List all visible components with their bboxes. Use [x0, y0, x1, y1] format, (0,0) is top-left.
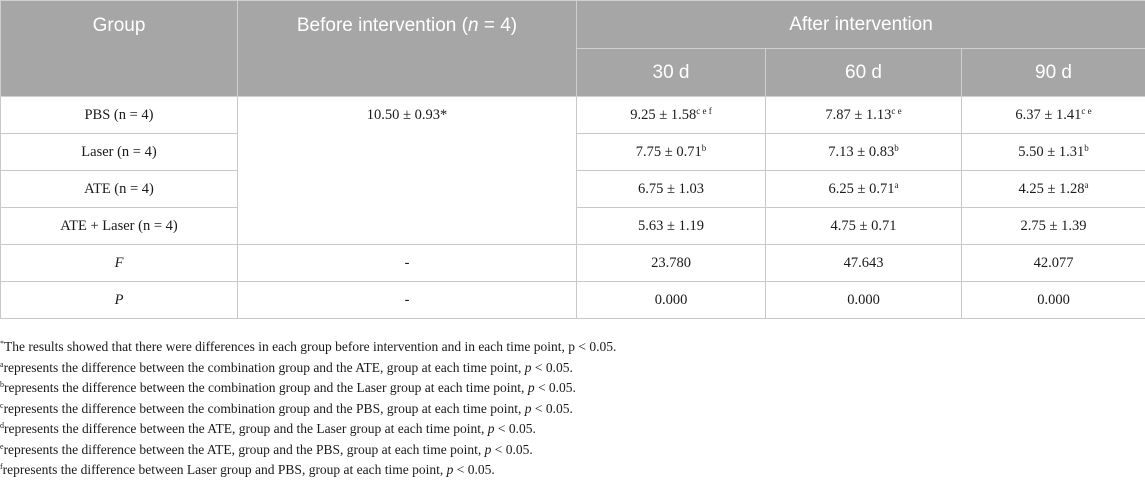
cell-90d: 4.25 ± 1.28$^a$ [962, 171, 1145, 208]
footnote: *The results showed that there were differences in each group before intervention and in each time point, p < 0.05. [0, 337, 1145, 358]
header-30d: 30 d [577, 49, 766, 97]
cell-30d: $9.25 \pm 1.58^{c e f}$ [577, 97, 766, 134]
footnote: $^f$represents the difference between Laser group and PBS, group at each time point, p < 0.05. [0, 460, 1145, 481]
footnote: $^e$represents the difference between the ATE, group and the PBS, group at each time point, p < 0.05. [0, 440, 1145, 461]
row-group-label: ATE (n = 4) [1, 171, 238, 208]
cell-30d: 7.75 ± 0.71$^b$ [577, 134, 766, 171]
cell-90d: $6.37 \pm 1.41^{c e}$ [962, 97, 1145, 134]
footnote: $^c$represents the difference between the combination group and the PBS, group at each time point, p < 0.05. [0, 399, 1145, 420]
table-footnotes [0, 337, 1145, 481]
stat-30d-p: 0.000 [577, 282, 766, 319]
footnote: $^b$represents the difference between the combination group and the Laser group at each time point, p < 0.05. [0, 378, 1145, 399]
stat-90d-p: 0.000 [962, 282, 1145, 319]
stat-60d-p: 0.000 [766, 282, 962, 319]
cell-60d: 4.75 ± 0.71 [766, 208, 962, 245]
stat-90d-f: 42.077 [962, 245, 1145, 282]
cell-60d: 7.13 ± 0.83$^b$ [766, 134, 962, 171]
cell-60d: 6.25 ± 0.71$^a$ [766, 171, 962, 208]
table-row [1, 97, 1145, 134]
cell-60d: $7.87 \pm 1.13^{c e}$ [766, 97, 962, 134]
header-group: Group [1, 1, 238, 97]
before-intervention-value: 10.50 ± 0.93* [238, 97, 577, 245]
stat-label-p: P [1, 282, 238, 319]
header-90d: 90 d [962, 49, 1145, 97]
row-group-label: Laser (n = 4) [1, 134, 238, 171]
cell-90d: 5.50 ± 1.31$^b$ [962, 134, 1145, 171]
stats-row-f [1, 245, 1145, 282]
stat-60d-f: 47.643 [766, 245, 962, 282]
stat-before-f: - [238, 245, 577, 282]
header-60d: 60 d [766, 49, 962, 97]
stat-before-p: - [238, 282, 577, 319]
stat-30d-f: 23.780 [577, 245, 766, 282]
footnote: $^a$represents the difference between the combination group and the ATE, group at each time point, p < 0.05. [0, 358, 1145, 379]
stats-row-p [1, 282, 1145, 319]
footnote: $^d$represents the difference between the ATE, group and the Laser group at each time point, p < 0.05. [0, 419, 1145, 440]
row-group-label: PBS (n = 4) [1, 97, 238, 134]
cell-90d: 2.75 ± 1.39 [962, 208, 1145, 245]
header-before-intervention: Before intervention (n = 4) [238, 1, 577, 97]
cell-30d: 5.63 ± 1.19 [577, 208, 766, 245]
cell-30d: 6.75 ± 1.03 [577, 171, 766, 208]
stat-label-f: F [1, 245, 238, 282]
row-group-label: ATE + Laser (n = 4) [1, 208, 238, 245]
header-after-intervention: After intervention [577, 1, 1145, 49]
